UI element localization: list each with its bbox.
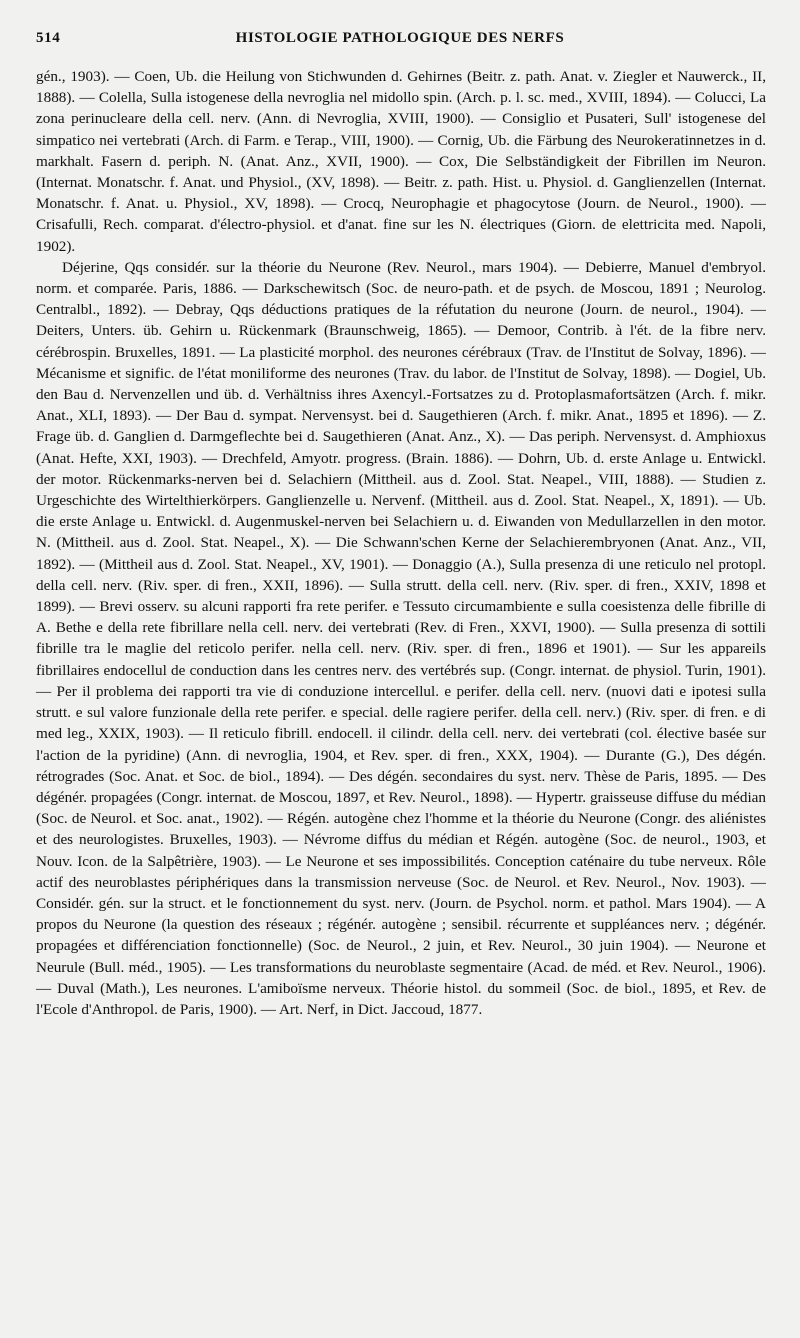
bibliography-paragraph: Déjerine, Qqs considér. sur la théorie du Neurone (Rev. Neurol., mars 1904). — Debierre, Manuel d'embryol. norm. et comparée. Paris, 1886. — Darkschewitsch (Soc. de neuro-path. et de psych. de Moscou, 1891 ; Neurolog. Centralbl., 1892). — Debray, Qqs déductions pratiques de la réfutation du neurone (Journ. de neurol., 1904). — Deiters, Unters. üb. Gehirn u. Rückenmark (Braunschweig, 1865). — Demoor, Contrib. à l'ét. de la fibre nerv. cérébrospin. Bruxelles, 1891. — La plasticité morphol. des neurones cérébraux (Trav. de l'Institut de Solvay, 1896). — Mécanisme et signific. de l'état moniliforme des neurones (Trav. du labor. de l'Institut de Solvay, 1898). — Dogiel, Ub. den Bau d. Nervenzellen und üb. d. Verhältniss ihres Axencyl.-Fortsatzes zu d. Protoplasmafortsätzen (Arch. f. mikr. Anat., XLI, 1893). — Der Bau d. sympat. Nervensyst. bei d. Saugethieren (Arch. f. mikr. Anat., 1895 et 1896). — Z. Frage üb. d. Ganglien d. Darmgeflechte bei d. Saugethieren (Anat. Anz., X). — Das periph. Nervensyst. d. Amphioxus (Anat. Hefte, XXI, 1903). — Drechfeld, Amyotr. progress. (Brain. 1886). — Dohrn, Ub. d. erste Anlage u. Entwickl. der motor. Rückenmarks-nerven bei d. Selachiern (Mittheil. aus d. Zool. Stat. Neapel., VIII, 1888). — Studien z. Urgeschichte des Wirtelthierkörpers. Ganglienzelle u. Nervenf. (Mittheil. aus d. Zool. Stat. Neapel., X, 1891). — Ub. die erste Anlage u. Entwickl. d. Augenmuskel-nerven bei Selachiern u. d. Eiwanden von Medullarzellen in den motor. N. (Mittheil. aus d. Zool. Stat. Neapel., X). — Die Schwann'schen Kerne der Selachierembryonen (Anat. Anz., VII, 1892). — (Mittheil aus d. Zool. Stat. Neapel., XV, 1901). — Donaggio (A.), Sulla presenza di une reticulo nel protopl. della cell. nerv. (Riv. sper. di fren., XXII, 1896). — Sulla strutt. della cell. nerv. (Riv. sper. di fren., XXIV, 1898 et 1899). — Brevi osserv. su alcuni rapporti fra rete perifer. e Tessuto circumambiente e sulla coesistenza delle fibrille di A. Bethe e della rete fibrillare nella cell. nerv. dei vertebrati (Rev. di Fren., XXVI, 1900). — Sulla presenza di sottili fibrille tra le maglie del reticolo perifer. nella cell. nerv. (Riv. sper. di fren., 1896 et 1901). — Sur les appareils fibrillaires endocellul de conduction dans les centres nerv. des vertébrés sup. (Congr. internat. de physiol. Turin, 1901). — Per il problema dei rapporti tra vie di conduzione intercellul. e perifer. della cell. nerv. (nuovi dati e ipotesi sulla strutt. e sul valore funzionale della rete perifer. e special. delle ragiere perifer. della cell. nerv.) (Riv. sper. di fren. e di med leg., XXIX, 1903). — Il reticulo fibrill. endocell. il cilindr. della cell. nerv. dei vertebrati (col. élective basée sur l'action de la pyridine) (Ann. di nevroglia, 1904, et Rev. sper. di fren., XXX, 1904). — Durante (G.), Des dégén. rétrogrades (Soc. Anat. et Soc. de biol., 1894). — Des dégén. secondaires du syst. nerv. Thèse de Paris, 1895. — Des dégénér. propagées (Congr. internat. de Moscou, 1897, et Rev. Neurol., 1898). — Hypertr. graisseuse diffuse du médian (Soc. de Neurol. et Soc. anat., 1902). — Régén. autogène chez l'homme et la théorie du Neurone (Congr. des aliénistes et des neurologistes. Bruxelles, 1903). — Névrome diffus du médian et Régén. autogène (Soc. de neurol., 1903, et Nouv. Icon. de la Salpêtrière, 1903). — Le Neurone et ses impossibilités. Conception caténaire du tube nerveux. Rôle actif des neuroblastes périphériques dans la transmission nerveuse (Soc. de Neurol. et Rev. Neurol., Nov. 1903). — Considér. gén. sur la struct. et le fonctionnement du syst. nerv. (Journ. de Psychol. norm. et pathol. Mars 1904). — A propos du Neurone (la question des réseaux ; régénér. autogène ; sensibil. récurrente et suppléances nerv. ; dégénér. propagées et différenciation fonctionnelle) (Soc. de Neurol., 2 juin, et Rev. Neurol., 30 juin 1904). — Neurone et Neurule (Bull. méd., 1905). — Les transformations du neuroblaste segmentaire (Acad. de méd. et Rev. Neurol., 1906). — Duval (Math.), Les neurones. L'amiboïsme nerveux. Théorie histol. du sommeil (Soc. de biol., 1895, et Rev. de l'Ecole d'Anthropol. de Paris, 1900). — Art. Nerf, in Dict. Jaccoud, 1877. bbox=[36, 258, 766, 1018]
running-head bbox=[36, 30, 764, 54]
bibliography-text bbox=[36, 66, 766, 1020]
header-title: HISTOLOGIE PATHOLOGIQUE DES NERFS bbox=[235, 30, 565, 46]
page-number: 514 bbox=[36, 30, 61, 46]
bibliography-paragraph: gén., 1903). — Coen, Ub. die Heilung von Stichwunden d. Gehirnes (Beitr. z. path. Anat. v. Ziegler et Nauwerck., II, 1888). — Colella, Sulla istogenese della nevroglia nel midollo spin. (Arch. p. l. sc. med., XVIII, 1894). — Colucci, La zona perinucleare della cell. nerv. (Ann. di Nevroglia, XVIII, 1900). — Consiglio et Pusateri, Sull' istogenese del simpatico nei vertebrati (Arch. di Farm. e Terap., VIII, 1900). — Cornig, Ub. die Färbung des Neurokeratinnetzes in d. markhalt. Fasern d. periph. N. (Anat. Anz., XVII, 1900). — Cox, Die Selbständigkeit der Fibrillen im Neuron. (Internat. Monatschr. f. Anat. und Physiol., (XV, 1898). — Beitr. z. path. Hist. u. Physiol. d. Ganglienzellen (Internat. Monatschr. f. Anat. u. Physiol., XV, 1898). — Crocq, Neurophagie et phagocytose (Journ. de Neurol., 1900). — Crisafulli, Rech. comparat. d'électro-physiol. et d'anat. fine sur les N. électriques (Giorn. de elettricita med. Napoli, 1902). bbox=[36, 68, 766, 255]
